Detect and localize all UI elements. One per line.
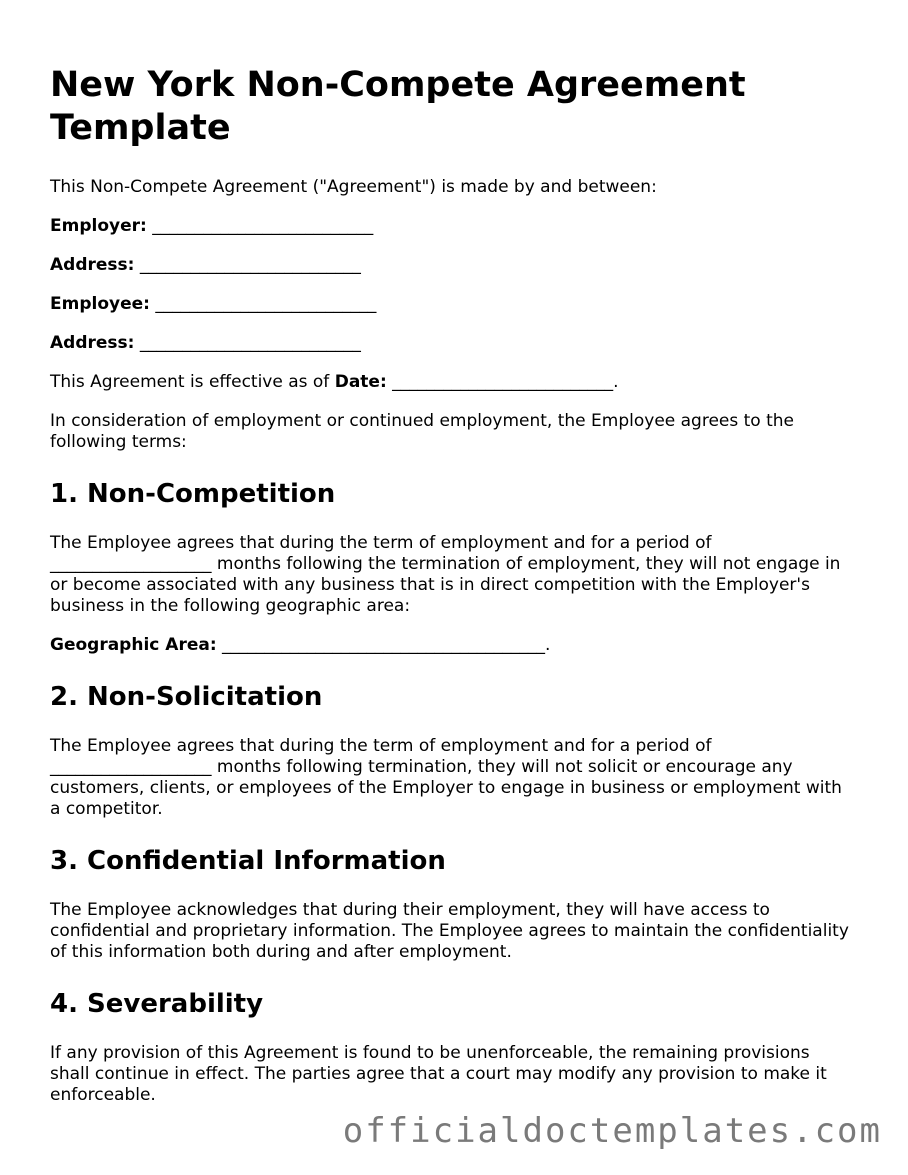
effective-date-line (50, 372, 850, 393)
employer-label: Employer: (50, 216, 147, 236)
employee-address-blank: __________________________ (139, 333, 361, 353)
employer-blank: __________________________ (152, 216, 374, 236)
employer-field (50, 216, 850, 237)
employee-label: Employee: (50, 294, 150, 314)
employer-address-label: Address: (50, 255, 135, 275)
employee-blank: __________________________ (155, 294, 377, 314)
consideration-paragraph: In consideration of employment or continued employment, the Employee agrees to the following terms: (50, 411, 795, 452)
section-heading-non-competition: 1. Non-Competition (50, 479, 336, 509)
effective-date-blank: __________________________. (386, 372, 619, 392)
section-body-confidential-information: The Employee acknowledges that during their employment, they will have access to confidential and proprietary information. The Employee agrees to maintain the confidentiality of this information both during and after employment. (50, 900, 849, 962)
section-heading-severability: 4. Severability (50, 989, 264, 1019)
section-body-non-solicitation: The Employee agrees that during the term of employment and for a period of ___________________ months following termination, they will not solicit or encourage any customers, clients, or employees of the Employer to engage in business or employment with a competitor. (50, 736, 842, 819)
watermark-text: officialdoctemplates.com (342, 1111, 882, 1151)
effective-date-label: Date: (334, 372, 387, 392)
employee-field (50, 294, 850, 315)
section-heading-non-solicitation: 2. Non-Solicitation (50, 682, 323, 712)
section-heading-confidential-information: 3. Confidential Information (50, 846, 446, 876)
effective-date-prefix: This Agreement is effective as of (50, 372, 335, 392)
employer-address-field (50, 255, 850, 276)
document-title: New York Non-Compete Agreement Template (50, 65, 746, 148)
section-body-severability: If any provision of this Agreement is found to be unenforceable, the remaining provisions shall continue in effect. The parties agree that a court may modify any provision to make it enforceable. (50, 1043, 827, 1105)
employee-address-field (50, 333, 850, 354)
geographic-area-label: Geographic Area: (50, 635, 217, 655)
geographic-area-blank: ______________________________________. (216, 635, 551, 655)
section-body-non-competition: The Employee agrees that during the term of employment and for a period of ___________________ months following the termination of employment, they will not engage in or become associated with any business that is in direct competition with the Employer's business in the following geographic area: (50, 533, 841, 616)
geographic-area-field (50, 635, 850, 656)
intro-paragraph: This Non-Compete Agreement ("Agreement") is made by and between: (50, 177, 657, 197)
employer-address-blank: __________________________ (139, 255, 361, 275)
document-page (50, 64, 850, 1124)
employee-address-label: Address: (50, 333, 135, 353)
